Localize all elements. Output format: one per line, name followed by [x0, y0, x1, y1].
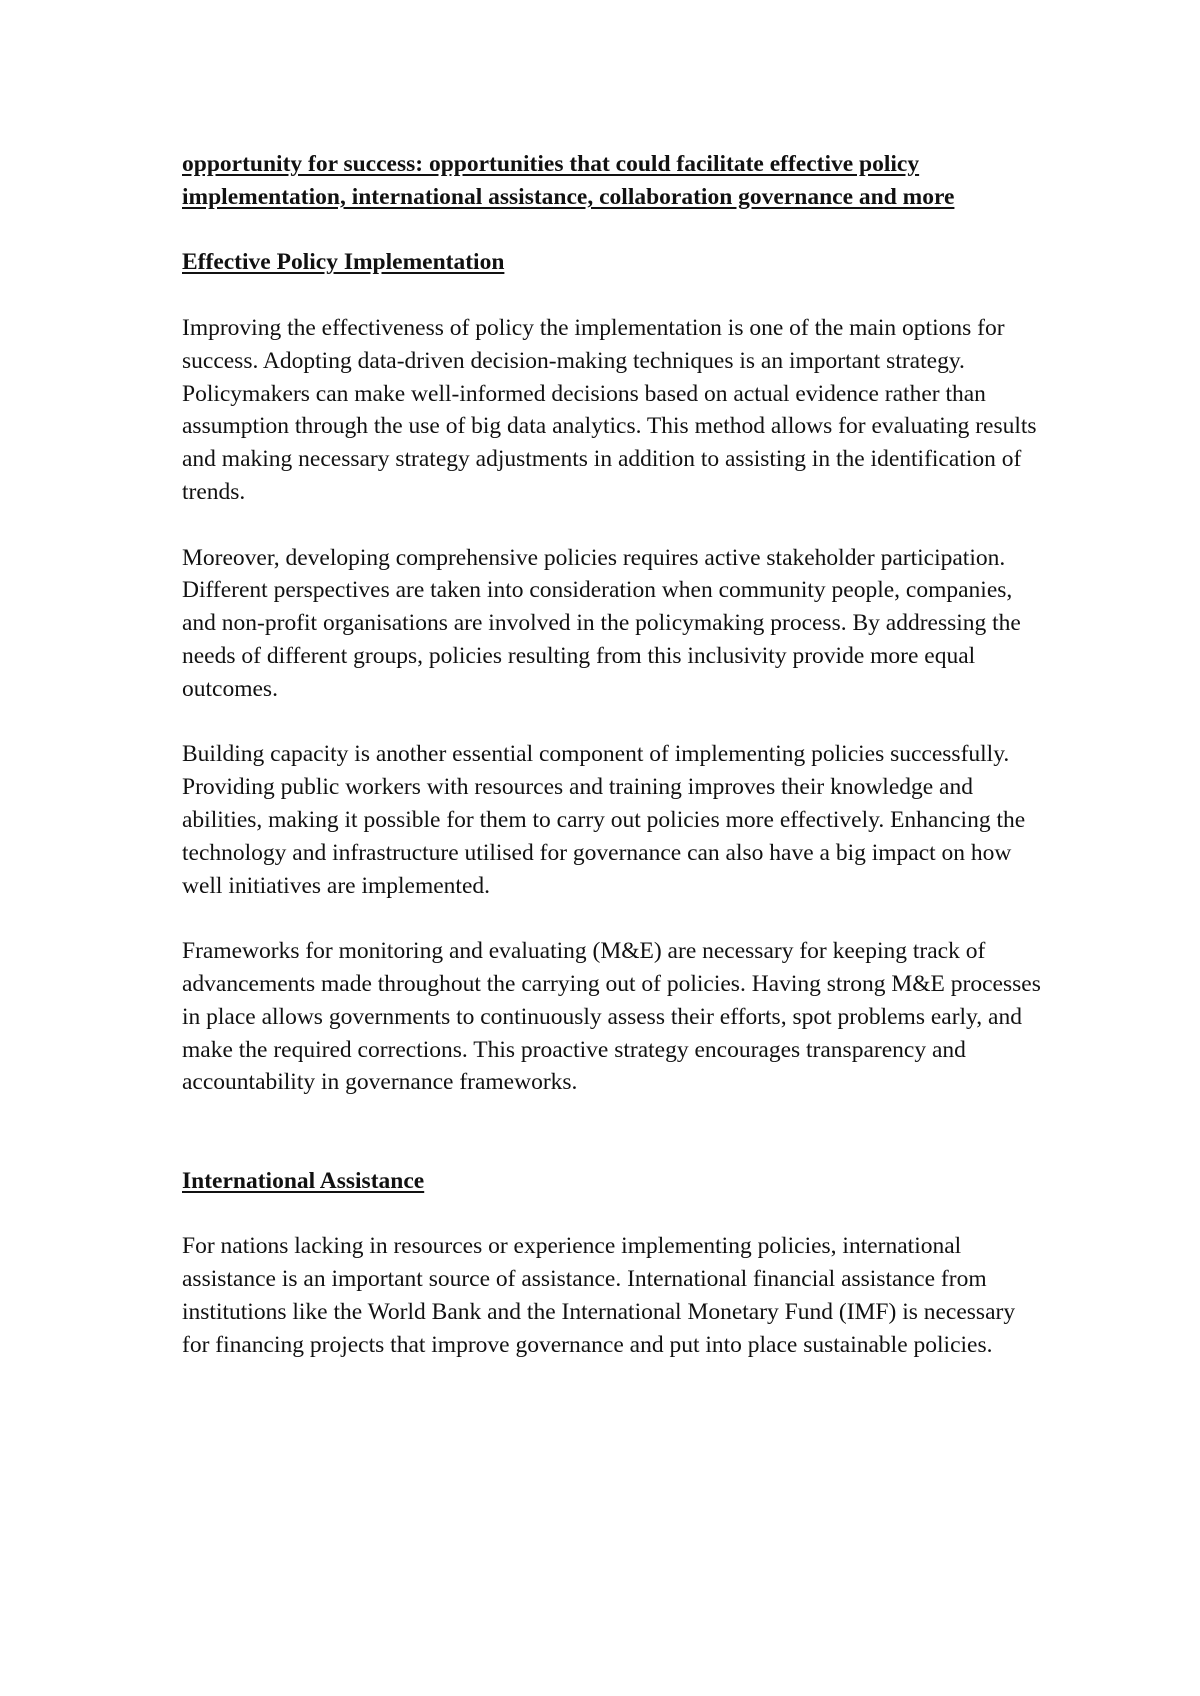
document-title: opportunity for success: opportunities that could facilitate effective policy implementation, international assistance, collaboration governance and more [182, 151, 955, 210]
paragraph: Improving the effectiveness of policy the implementation is one of the main options for success. Adopting data-driven decision-making techniques is an important strategy. Policymakers can make well-informed decisions based on actual evidence rather than assumption through the use of big data analytics. This method allows for evaluating results and making necessary strategy adjustments in addition to assisting in the identification of trends. [182, 314, 1037, 505]
paragraph: For nations lacking in resources or experience implementing policies, international assistance is an important source of assistance. International financial assistance from institutions like the World Bank and the International Monetary Fund (IMF) is necessary for financing projects that improve governance and put into place sustainable policies. [182, 1233, 1016, 1358]
paragraph: Moreover, developing comprehensive policies requires active stakeholder participation. Different perspectives are taken into consideration when community people, companies, and non-profit organisations are involved in the policymaking process. By addressing the needs of different groups, policies resulting from this inclusivity provide more equal outcomes. [182, 544, 1021, 702]
blank-line [182, 1132, 1042, 1165]
document-body [182, 148, 1042, 1394]
paragraph: Frameworks for monitoring and evaluating (M&E) are necessary for keeping track of advancements made throughout the carrying out of policies. Having strong M&E processes in place allows governments to continuously assess their efforts, spot problems early, and make the required corrections. This proactive strategy encourages transparency and accountability in governance frameworks. [182, 938, 1041, 1096]
section-heading-effective-policy: Effective Policy Implementation [182, 249, 505, 276]
paragraph: Building capacity is another essential component of implementing policies successfully. Providing public workers with resources and training improves their knowledge and abilities, making it possible for them to carry out policies more effectively. Enhancing the technology and infrastructure utilised for governance can also have a big impact on how well initiatives are implemented. [182, 741, 1026, 899]
section-heading-international-assistance: International Assistance [182, 1167, 425, 1194]
